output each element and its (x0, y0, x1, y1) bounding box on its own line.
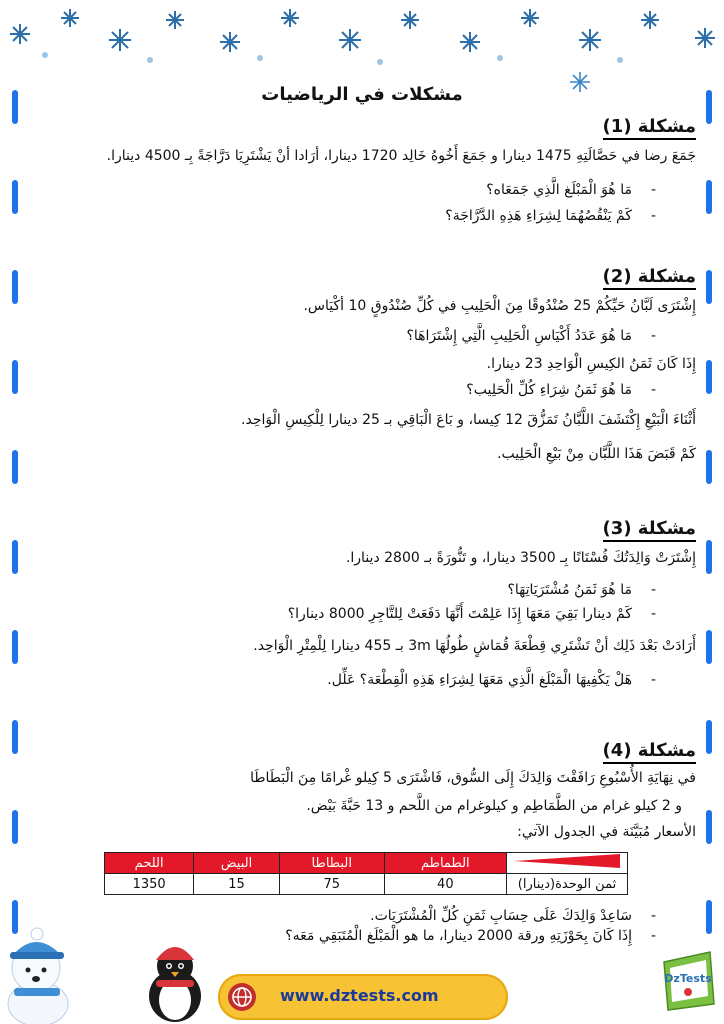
table-header-potatoes: البطاطا (279, 853, 384, 874)
problem-2-line-4: كَمْ قَبَضَ هَذَا اللَّبَّان مِنْ بَيْعِ الْحَلِيب. (497, 446, 696, 462)
problem-4-question-2: - إِذَا كَانَ بِحَوْزَتِهِ ورقة 2000 دينارا، ما هو الْمَبْلَغ الْمُتَبَقِي مَعَه؟ (28, 926, 696, 946)
right-dashed-border (706, 70, 712, 950)
penguin-mascot (138, 938, 212, 1024)
price-table-header-row (105, 853, 628, 874)
problem-3-question-1: - مَا هُوَ ثَمَنُ مُشْتَرَيَاتِهَا؟ (28, 580, 696, 600)
problem-3-line-1: إِشْتَرَتْ وَالِدَتُكَ فُسْتَانًا بِـ 3500 دينارا، و تَنُّورَةً بـ 2800 دينارا. (345, 550, 696, 566)
svg-text:DzTests: DzTests (664, 972, 712, 985)
table-header-wedge (512, 853, 622, 869)
snowflake-border (0, 0, 724, 70)
problem-4-line-2: و 2 كيلو غرام من الطَّمَاطِم و كيلوغرام من اللَّحم و 13 حَبَّةَ بَيْض. (306, 798, 682, 814)
table-header-corner (507, 853, 628, 874)
globe-icon (228, 983, 256, 1011)
price-table-row (105, 874, 628, 895)
problem-2-line-2: إِذَا كَانَ ثَمَنُ الكِيسِ الْوَاحِدِ 23 دينارا. (486, 356, 696, 372)
problem-2 (28, 266, 696, 464)
page-title: مشكلات في الرياضيات (261, 84, 463, 105)
problem-2-line-1: إِشْتَرَى لَبَّانُ حَيِّكُمْ 25 صُنْدُوقًا مِنَ الْحَلِيبِ في كُلِّ صُنْدُوقٍ 10 أكْيَاس. (303, 298, 696, 314)
problem-3 (28, 518, 696, 690)
left-dashed-border (12, 70, 18, 950)
table-header-eggs: البيض (194, 853, 280, 874)
table-cell-eggs-price: 15 (194, 874, 280, 895)
problem-4-question-1: - سَاعِدْ وَالِدَكَ عَلَى حِسَابِ ثَمَنِ كُلِّ الْمُشْتَرَيَات. (28, 906, 696, 926)
table-header-meat: اللحم (105, 853, 194, 874)
price-table (104, 852, 628, 895)
problem-4-line-1: في نِهَايَةِ الأُسْبُوعِ رَافَقْتَ وَالِدَكَ إِلَى السُّوق، فَاشْتَرَى 5 كِيلو غْرامًا مِنَ الْبَطَاطَا (250, 770, 696, 786)
table-row-label: ثمن الوحدة(دينارا) (507, 874, 628, 895)
polar-bear-mascot (0, 926, 76, 1024)
table-header-tomatoes: الطماطم (384, 853, 506, 874)
problem-2-question-2: - مَا هُوَ ثَمَنُ شِرَاءِ كُلِّ الْحَلِيب؟ (28, 380, 696, 400)
dztests-logo (656, 944, 718, 1016)
footer-url[interactable]: www.dztests.com (280, 986, 439, 1005)
problem-3-question-3: - هَلْ يَكْفِيهَا الْمَبْلَغ الَّذِي مَعَهَا لِشِرَاءِ هَذِهِ الْقِطْعَة؟ عَلِّل. (28, 670, 696, 690)
table-cell-tomatoes-price: 40 (384, 874, 506, 895)
table-cell-meat-price: 1350 (105, 874, 194, 895)
problem-4-title: مشكلة (4) (603, 740, 696, 764)
problem-4-questions (28, 906, 696, 946)
problem-1-title: مشكلة (1) (603, 116, 696, 140)
problem-2-title: مشكلة (2) (603, 266, 696, 290)
problem-1-question-2: - كَمْ يَنْقُصُهُمَا لِشِرَاءِ هَذِهِ الدَّرَّاجَة؟ (28, 206, 696, 226)
problem-1-statement: جَمَعَ رضا في حَصَّالَتِهِ 1475 دينارا و جَمَعَ أَخُوهُ خَالِد 1720 دينارا، أرَادا أنْ يَشْتَرِيَا دَرَّاجَةً بِـ 4500 دينارا. (106, 148, 696, 164)
footer-website-bar[interactable] (218, 974, 508, 1020)
problem-4 (28, 740, 696, 842)
problem-1-question-1: - مَا هُوَ الْمَبْلَغ الَّذِي جَمَعَاه؟ (28, 180, 696, 200)
problem-3-title: مشكلة (3) (603, 518, 696, 542)
problem-2-line-3: أَثْنَاءَ الْبَيْعِ إِكْتَشَفَ اللَّبَّانُ تَمَزُّقَ 12 كِيسا، و بَاعَ الْبَاقِي بـ 25 دينارا لِلْكِيسِ الْوَاحِد. (241, 412, 696, 428)
problem-1 (28, 116, 696, 226)
problem-4-line-3: الأسعار مُبَيَّنَة في الجدول الآتي: (517, 824, 696, 840)
table-cell-potatoes-price: 75 (279, 874, 384, 895)
problem-3-line-2: أَرَادَتْ بَعْدَ ذَلِك أنْ تَشْتَرِي قِطْعَةَ قُمَاشٍ طُولُهَا 3m بـ 455 دينارا لِلْمِتْرِ الْوَاحِد. (253, 638, 696, 654)
problem-2-question-1: - مَا هُوَ عَدَدُ أَكْيَاسِ الْحَلِيبِ الَّتِي إِشْتَرَاهَا؟ (28, 326, 696, 346)
problem-3-question-2: - كَمْ دينارا بَقِيَ مَعَهَا إِذَا عَلِمْتَ أَنَّهَا دَفَعَتْ لِلتَّاجِرِ 8000 دينارا؟ (28, 604, 696, 624)
